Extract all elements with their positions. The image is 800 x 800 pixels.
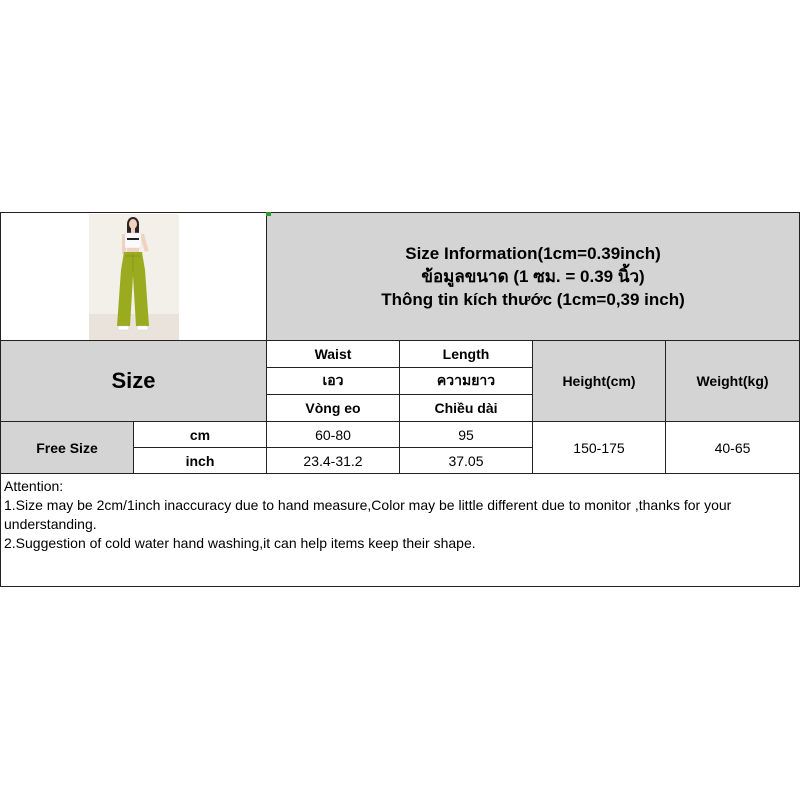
size-chart xyxy=(0,212,800,589)
unit-cm: cm xyxy=(134,422,267,448)
weight-header: Weight(kg) xyxy=(666,341,800,422)
waist-cm-value: 60-80 xyxy=(267,422,400,448)
height-header: Height(cm) xyxy=(533,341,666,422)
waist-header-vi: Vòng eo xyxy=(267,395,400,422)
cell-marker xyxy=(266,212,271,216)
length-inch-value: 37.05 xyxy=(400,448,533,474)
length-cm-value: 95 xyxy=(400,422,533,448)
height-value: 150-175 xyxy=(533,422,666,474)
info-line-vietnamese: Thông tin kích thước (1cm=0,39 inch) xyxy=(381,290,685,309)
attention-line-2: 2.Suggestion of cold water hand washing,it can help items keep their shape. xyxy=(4,535,476,551)
waist-header-th: เอว xyxy=(267,368,400,395)
attention-notes xyxy=(1,474,800,587)
unit-inch: inch xyxy=(134,448,267,474)
weight-value: 40-65 xyxy=(666,422,800,474)
product-photo xyxy=(89,214,179,340)
attention-line-1: 1.Size may be 2cm/1inch inaccuracy due to hand measure,Color may be little different due to monitor ,thanks for your understanding. xyxy=(4,497,732,532)
waist-inch-value: 23.4-31.2 xyxy=(267,448,400,474)
size-table xyxy=(0,212,800,587)
attention-title: Attention: xyxy=(4,478,64,494)
waist-header-en: Waist xyxy=(267,341,400,368)
size-information-cell xyxy=(267,213,800,341)
length-header-vi: Chiều dài xyxy=(400,395,533,422)
length-header-th: ความยาว xyxy=(400,368,533,395)
free-size-label: Free Size xyxy=(1,422,134,474)
info-line-english: Size Information(1cm=0.39inch) xyxy=(405,244,661,263)
length-header-en: Length xyxy=(400,341,533,368)
product-photo-cell xyxy=(1,213,267,341)
size-header: Size xyxy=(1,341,267,422)
info-line-thai: ข้อมูลขนาด (1 ซม. = 0.39 นิ้ว) xyxy=(421,267,645,286)
